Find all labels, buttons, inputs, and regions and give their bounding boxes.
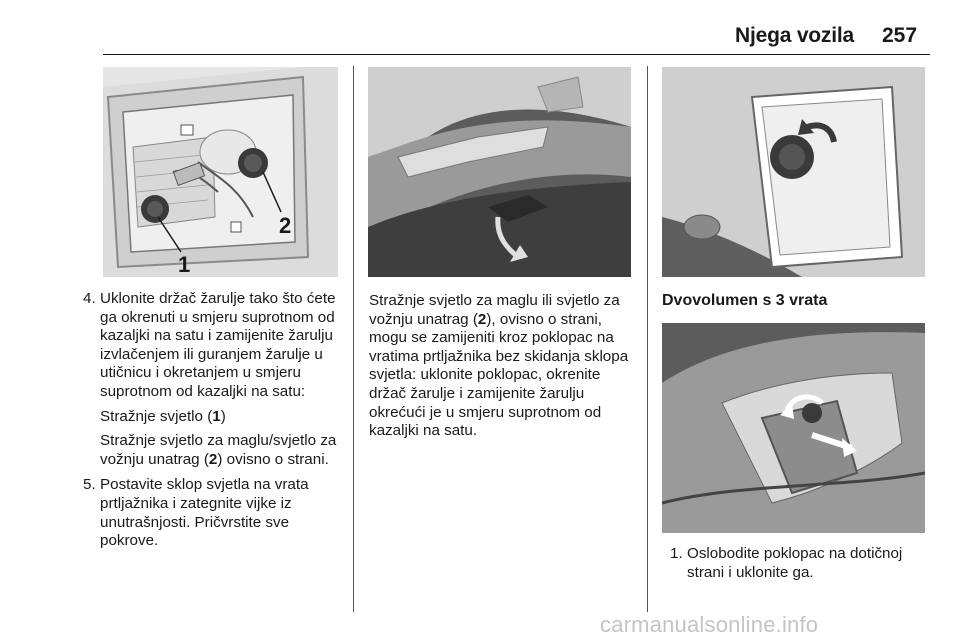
figure-3-door-cover — [662, 323, 925, 533]
column-divider-2 — [647, 66, 648, 612]
figure-bulb-holder-detail — [662, 67, 925, 277]
watermark: carmanualsonline.info — [600, 612, 819, 637]
step-5-text: Postavite sklop svjetla na vrata prtljažnika i zategnite vijke iz unutrašnjosti. Pričvrstite sve pokrove. — [100, 476, 309, 550]
tailgate-cover-illustration — [368, 67, 631, 277]
rear-light-note-end: ) — [220, 407, 226, 425]
step-5 — [83, 476, 348, 550]
fog-light-paragraph — [369, 292, 634, 441]
column-3-text — [670, 545, 928, 582]
rear-light-note-text: Stražnje svjetlo ( — [100, 407, 213, 425]
fog-paragraph-start: Stražnje svjetlo za maglu ili svjetlo za vožnju unatrag ( — [369, 292, 620, 328]
step-4 — [83, 290, 348, 402]
callout-1: 1 — [178, 252, 191, 277]
step-1-text: Oslobodite poklopac na dotičnoj strani i uklonite ga. — [687, 545, 903, 581]
callout-2: 2 — [279, 213, 292, 238]
header-rule — [103, 54, 930, 55]
step-1 — [670, 545, 928, 582]
step-5-number: 5. — [83, 476, 96, 494]
three-door-illustration — [662, 323, 925, 533]
bulb-holder-illustration — [662, 67, 925, 277]
fog-reverse-note-end: ) ovisno o strani. — [217, 450, 329, 468]
fog-paragraph-callout-ref: 2 — [477, 310, 487, 328]
page-section-title: Njega vozila — [735, 24, 854, 47]
fog-reverse-light-note — [83, 432, 348, 469]
step-4-text: Uklonite držač žarulje tako što ćete ga okrenuti u smjeru suprotnom od kazaljki na satu i zamijenite žarulju izvlačenjem ili guranjem žarulje u utičnicu i okretanjem u smjeru suprotnom od kazaljki na satu: — [100, 290, 336, 400]
fog-reverse-note-text: Stražnje svjetlo za maglu/svjetlo za vožnju unatrag ( — [100, 432, 337, 468]
fog-reverse-callout-ref: 2 — [208, 450, 218, 468]
figure-tailgate-cover-removal — [368, 67, 631, 277]
rear-light-note — [83, 408, 348, 427]
rear-lamp-illustration — [103, 67, 338, 277]
column-divider-1 — [353, 66, 354, 612]
section-heading-3-door: Dvovolumen s 3 vrata — [662, 292, 828, 309]
column-1-text — [83, 290, 348, 551]
figure-rear-lamp-bulb-holders — [103, 67, 338, 277]
page-number: 257 — [882, 24, 918, 47]
step-1-number: 1. — [670, 545, 683, 562]
rear-light-callout-ref: 1 — [212, 407, 221, 425]
column-2-text — [369, 292, 634, 441]
fog-paragraph-end: ), ovisno o strani, mogu se zamijeniti kroz poklopac na vratima prtljažnika bez skidanja sklopa svjetla: uklonite poklopac, okrenite držač žarulje i zamijenite žarulju okrećući je u smjeru suprotnom od kazaljki na satu. — [369, 310, 629, 440]
step-4-number: 4. — [83, 290, 96, 307]
